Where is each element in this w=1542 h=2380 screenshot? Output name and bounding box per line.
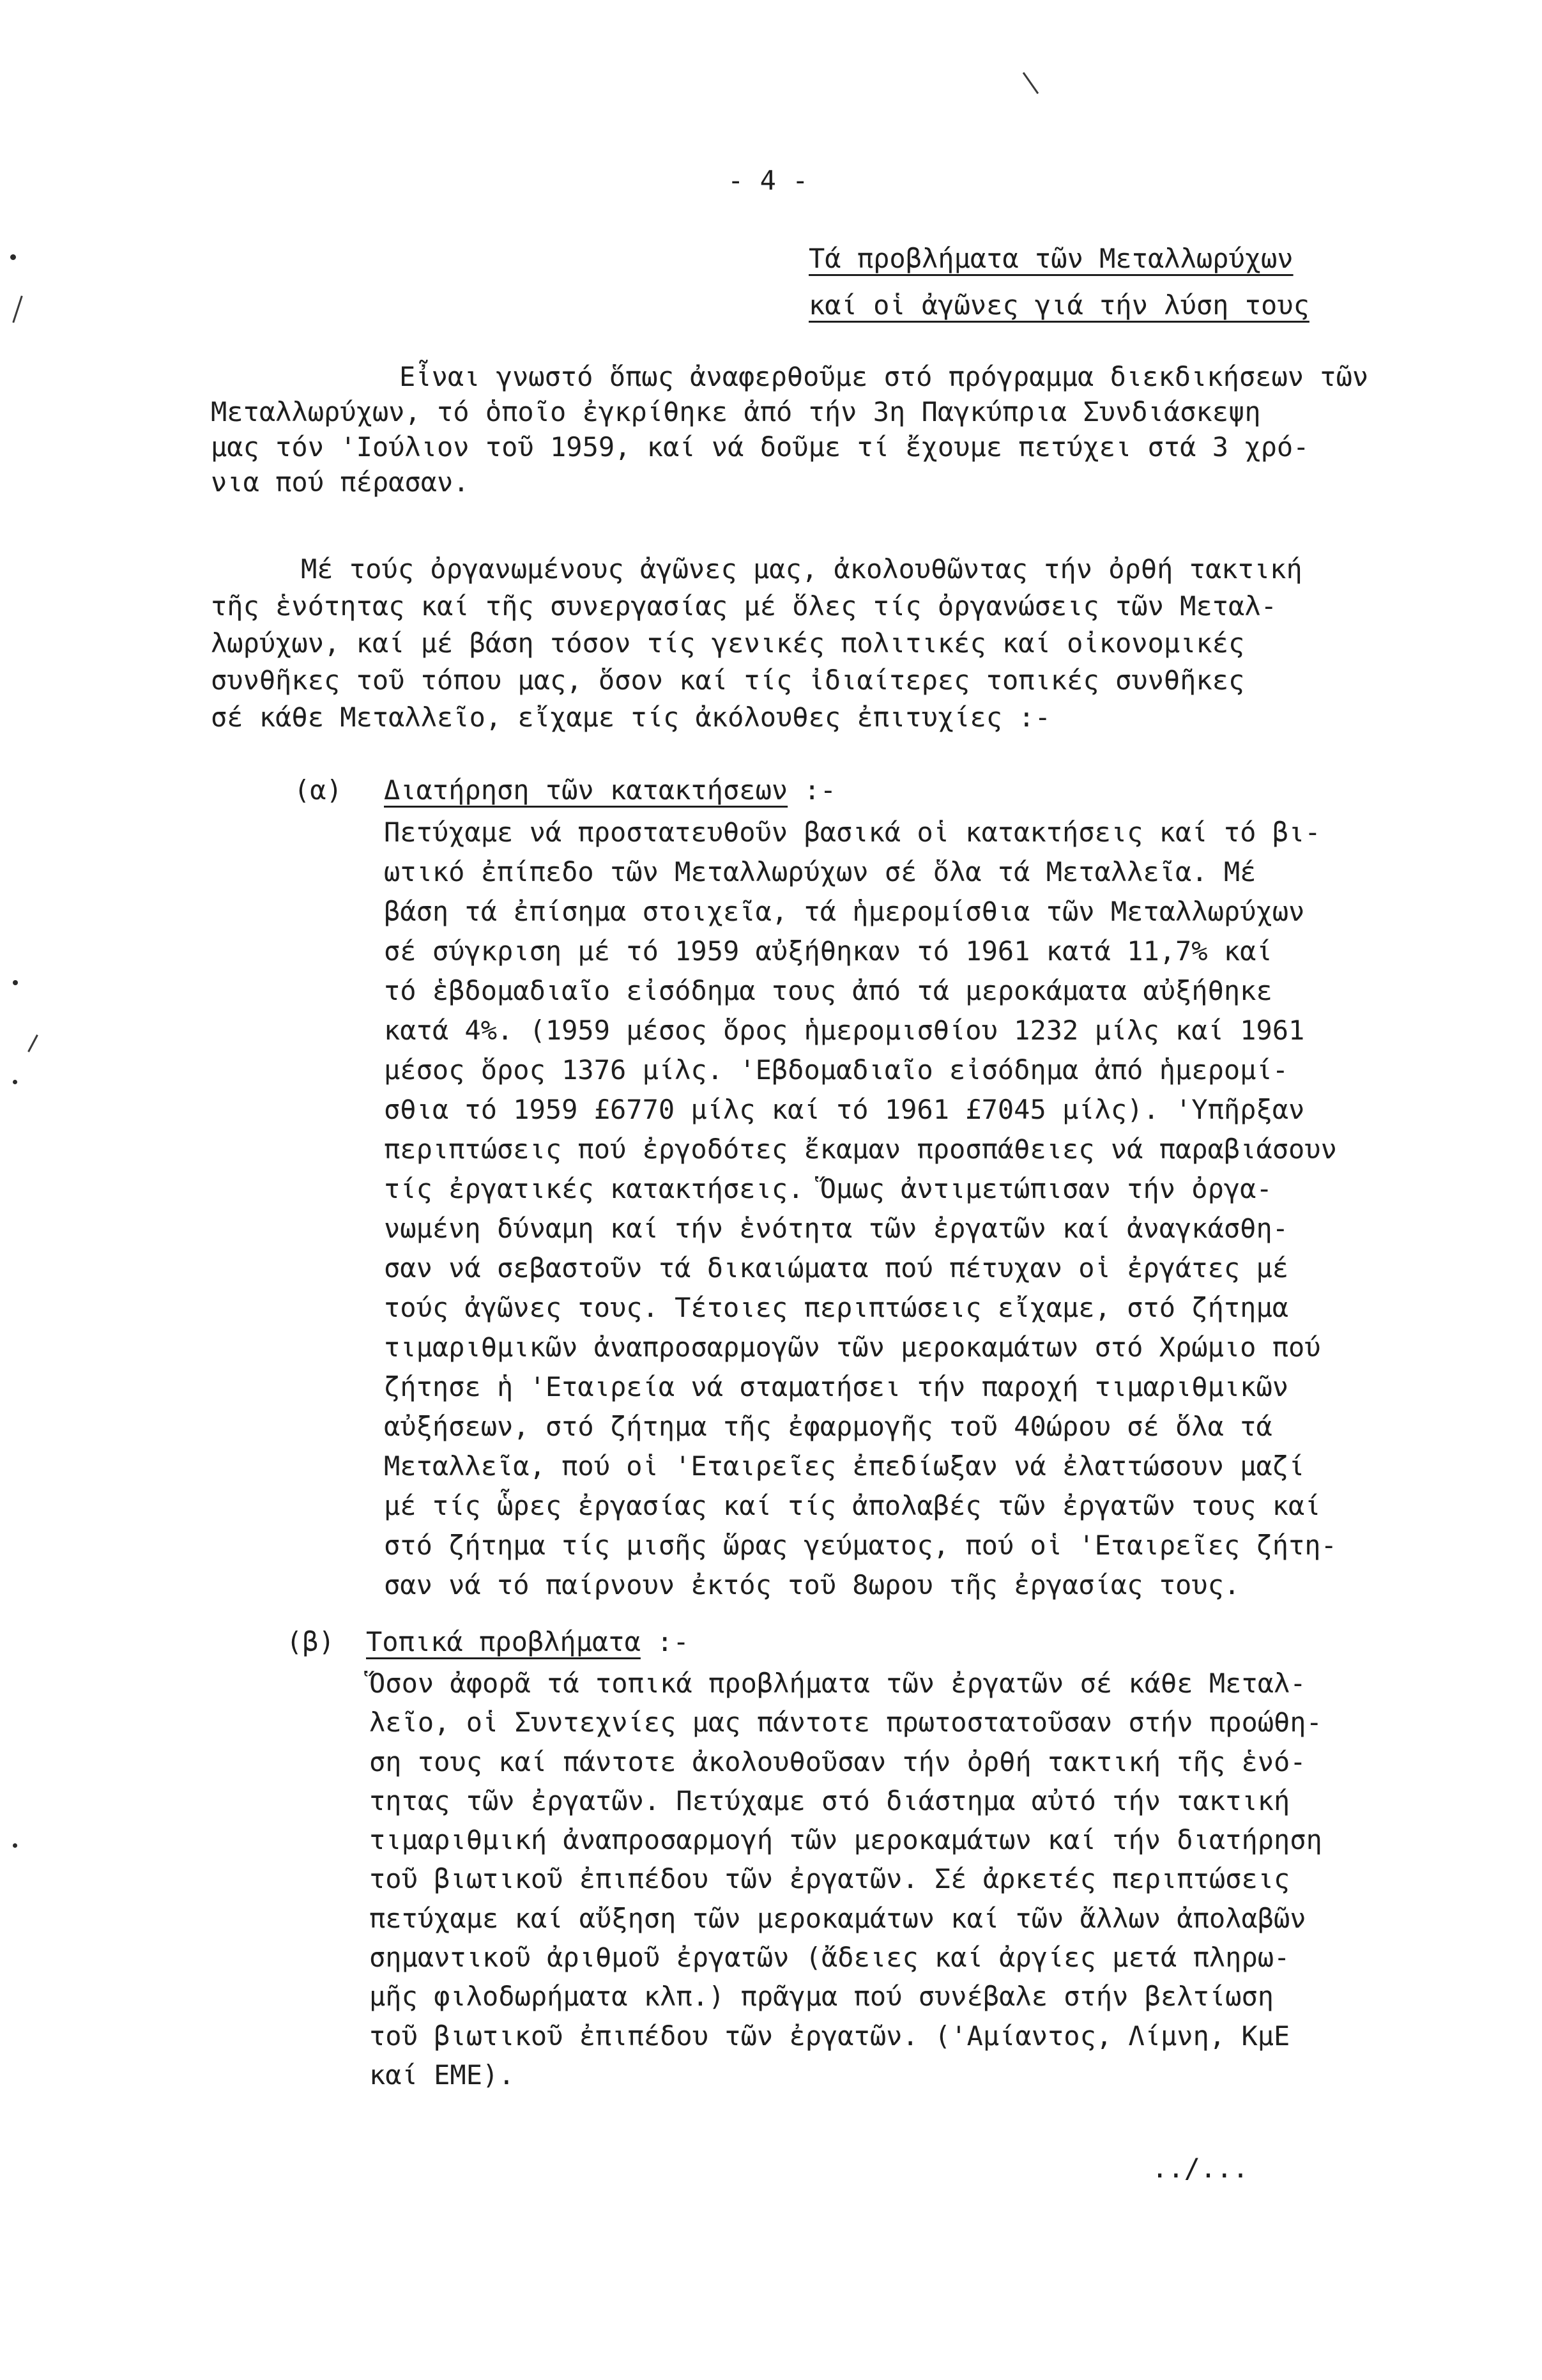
document-title xyxy=(809,235,1309,328)
scan-speck xyxy=(13,1843,17,1848)
section-line: τιμαριθμικῶν ἀναπροσαρμογῶν τῶν μεροκαμάτων στό Χρώμιο πού xyxy=(384,1332,1321,1363)
section-line: Πετύχαμε νά προστατευθοῦν βασικά οἱ κατακτήσεις καί τό βι- xyxy=(384,817,1321,848)
title-line: Τά προβλήματα τῶν Μεταλλωρύχων xyxy=(809,243,1294,274)
scan-speck xyxy=(1023,72,1039,94)
section-line: Μεταλλεῖα, πού οἱ 'Εταιρεῖες ἐπεδίωξαν νά ἐλαττώσουν μαζί xyxy=(384,1450,1305,1482)
section-line: νωμένη δύναμη καί τήν ἑνότητα τῶν ἐργατῶν καί ἀναγκάσθη- xyxy=(384,1213,1289,1244)
paragraph-line: νια πού πέρασαν. xyxy=(211,466,469,498)
section-line: πετύχαμε καί αὔξηση τῶν μεροκαμάτων καί τῶν ἄλλων ἀπολαβῶν xyxy=(369,1902,1306,1934)
section-line: τίς ἐργατικές κατακτήσεις. Ὅμως ἀντιμετώπισαν τήν ὀργα- xyxy=(384,1173,1272,1204)
section-line: τούς ἀγῶνες τους. Τέτοιες περιπτώσεις εἴχαμε, στό ζήτημα xyxy=(384,1292,1289,1323)
scan-speck xyxy=(13,1080,17,1084)
section-line: ζήτησε ἡ 'Εταιρεία νά σταματήσει τήν παροχή τιμαριθμικῶν xyxy=(384,1371,1289,1402)
section-heading-text: Τοπικά προβλήματα xyxy=(366,1626,641,1657)
section-line: στό ζήτημα τίς μισῆς ὥρας γεύματος, πού οἱ 'Εταιρεῖες ζήτη- xyxy=(384,1530,1337,1561)
section-line: σθια τό 1959 £6770 μίλς καί τό 1961 £7045 μίλς). 'Υπῆρξαν xyxy=(384,1094,1305,1125)
scan-speck xyxy=(10,254,16,260)
section-heading xyxy=(366,1622,689,1662)
section-heading-text: Διατήρηση τῶν κατακτήσεων xyxy=(384,774,788,806)
scan-speck xyxy=(27,1034,38,1052)
section-heading-suffix: :- xyxy=(640,1626,689,1657)
page-number: - 4 - xyxy=(728,165,809,196)
section-line: σαν νά τό παίρνουν ἐκτός τοῦ 8ωρου τῆς ἐργασίας τους. xyxy=(384,1569,1240,1601)
section-line: ωτικό ἐπίπεδο τῶν Μεταλλωρύχων σέ ὅλα τά Μεταλλεῖα. Μέ xyxy=(384,856,1256,887)
scan-speck xyxy=(13,980,18,985)
section-line: μῆς φιλοδωρήματα κλπ.) πρᾶγμα πού συνέβαλε στήν βελτίωση xyxy=(369,1981,1274,2013)
section-body xyxy=(384,813,1337,1605)
section-line: ση τους καί πάντοτε ἀκολουθοῦσαν τήν ὀρθή τακτική τῆς ἑνό- xyxy=(369,1746,1306,1777)
intro-paragraph xyxy=(211,359,1368,500)
achievements-paragraph xyxy=(211,551,1302,736)
section-line: σέ σύγκριση μέ τό 1959 αὐξήθηκαν τό 1961 κατά 11,7% καί xyxy=(384,935,1272,967)
paragraph-line: μας τόν 'Ιούλιον τοῦ 1959, καί νά δοῦμε τί ἔχουμε πετύχει στά 3 χρό- xyxy=(211,431,1309,463)
paragraph-line: Εἶναι γνωστό ὅπως ἀναφερθοῦμε στό πρόγραμμα διεκδικήσεων τῶν xyxy=(399,361,1369,392)
section-line: τιμαριθμική ἀναπροσαρμογή τῶν μεροκαμάτων καί τήν διατήρηση xyxy=(369,1824,1322,1856)
section-line: τητας τῶν ἐργατῶν. Πετύχαμε στό διάστημα αὐτό τήν τακτική xyxy=(369,1785,1290,1816)
paragraph-line: σέ κάθε Μεταλλεῖο, εἴχαμε τίς ἀκόλουθες ἐπιτυχίες :- xyxy=(211,702,1051,733)
paragraph-line: τῆς ἑνότητας καί τῆς συνεργασίας μέ ὅλες τίς ὀργανώσεις τῶν Μεταλ- xyxy=(211,590,1277,622)
section-body xyxy=(369,1664,1322,2094)
section-line: Ὅσον ἀφορᾶ τά τοπικά προβλήματα τῶν ἐργατῶν σέ κάθε Μεταλ- xyxy=(369,1668,1306,1699)
continuation-marker: ../... xyxy=(1152,2153,1249,2184)
paragraph-line: λωρύχων, καί μέ βάση τόσον τίς γενικές πολιτικές καί οἰκονομικές xyxy=(211,627,1245,659)
section-line: μέσος ὅρος 1376 μίλς. 'Εβδομαδιαῖο εἰσόδημα ἀπό ἡμερομί- xyxy=(384,1054,1289,1086)
section-line: αὐξήσεων, στό ζήτημα τῆς ἐφαρμογῆς τοῦ 40ώρου σέ ὅλα τά xyxy=(384,1411,1272,1442)
section-line: τοῦ βιωτικοῦ ἐπιπέδου τῶν ἐργατῶν. Σέ ἀρκετές περιπτώσεις xyxy=(369,1863,1290,1895)
section-line: τό ἑβδομαδιαῖο εἰσόδημα τους ἀπό τά μεροκάματα αὐξήθηκε xyxy=(384,975,1272,1006)
section-line: σαν νά σεβαστοῦν τά δικαιώματα πού πέτυχαν οἱ ἐργάτες μέ xyxy=(384,1252,1289,1284)
scan-speck xyxy=(12,296,22,323)
paragraph-line: Μέ τούς ὀργανωμένους ἀγῶνες μας, ἀκολουθῶντας τήν ὀρθή τακτική xyxy=(301,553,1302,585)
section-label: (α) xyxy=(294,774,342,806)
section-heading xyxy=(384,771,836,810)
paragraph-line: συνθῆκες τοῦ τόπου μας, ὅσον καί τίς ἰδιαίτερες τοπικές συνθῆκες xyxy=(211,664,1245,696)
section-line: καί ΕΜΕ). xyxy=(369,2059,515,2091)
section-line: σημαντικοῦ ἀριθμοῦ ἐργατῶν (ἄδειες καί ἀργίες μετά πληρω- xyxy=(369,1942,1290,1974)
section-heading-suffix: :- xyxy=(788,774,837,806)
section-line: μέ τίς ὧρες ἐργασίας καί τίς ἀπολαβές τῶν ἐργατῶν τους καί xyxy=(384,1490,1321,1521)
title-line: καί οἱ ἀγῶνες γιά τήν λύση τους xyxy=(809,289,1309,321)
section-label: (β) xyxy=(286,1626,335,1657)
section-line: κατά 4%. (1959 μέσος ὅρος ἡμερομισθίου 1232 μίλς καί 1961 xyxy=(384,1015,1305,1046)
section-line: βάση τά ἐπίσημα στοιχεῖα, τά ἡμερομίσθια τῶν Μεταλλωρύχων xyxy=(384,896,1305,927)
section-line: τοῦ βιωτικοῦ ἐπιπέδου τῶν ἐργατῶν. ('Αμίαντος, Λίμνη, ΚμΕ xyxy=(369,2020,1290,2052)
section-line: λεῖο, οἱ Συντεχνίες μας πάντοτε πρωτοστατοῦσαν στήν προώθη- xyxy=(369,1707,1322,1739)
paragraph-line: Μεταλλωρύχων, τό ὁποῖο ἐγκρίθηκε ἀπό τήν 3η Παγκύπρια Συνδιάσκεψη xyxy=(211,396,1261,427)
section-line: περιπτώσεις πού ἐργοδότες ἔκαμαν προσπάθειες νά παραβιάσουν xyxy=(384,1133,1337,1165)
